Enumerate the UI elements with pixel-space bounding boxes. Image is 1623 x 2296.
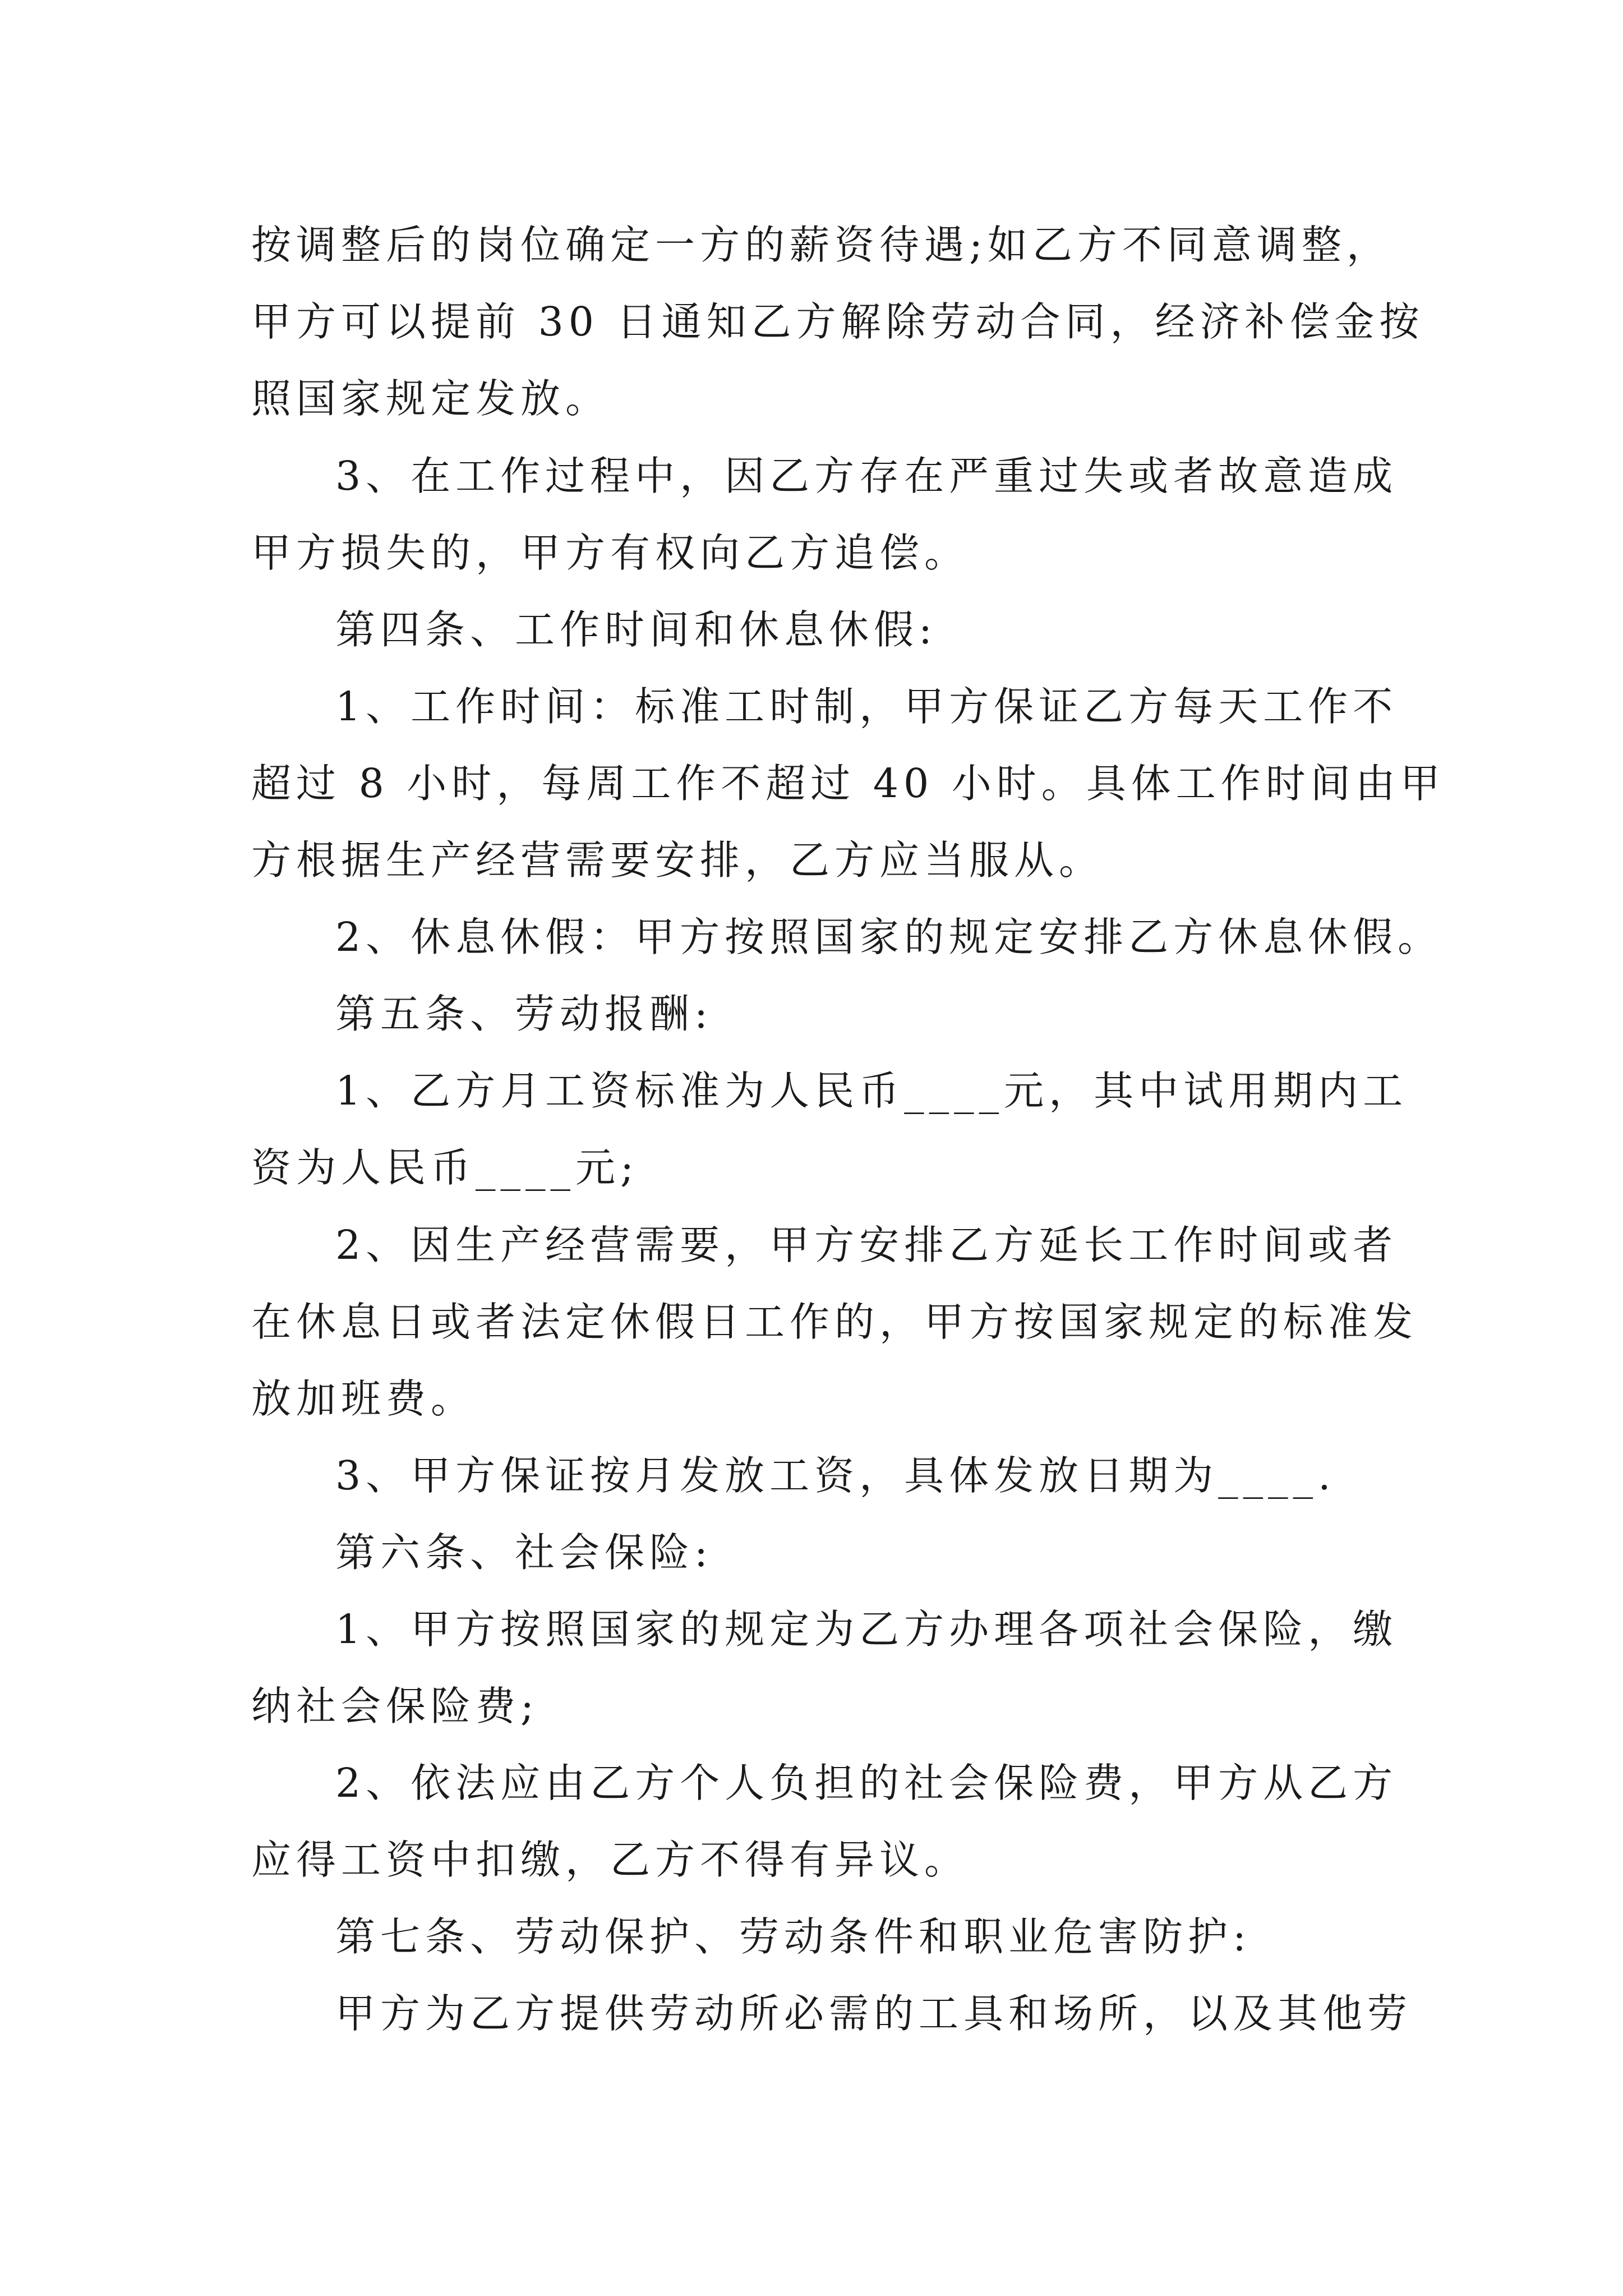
text-line: 在休息日或者法定休假日工作的，甲方按国家规定的标准发 xyxy=(251,1299,1418,1345)
text-line: 甲方为乙方提供劳动所必需的工具和场所，以及其他劳 xyxy=(335,1990,1413,2037)
text-line: 应得工资中扣缴，乙方不得有异议。 xyxy=(251,1837,970,1883)
section-heading: 第五条、劳动报酬: xyxy=(335,991,713,1037)
text-line: 2、因生产经营需要，甲方安排乙方延长工作时间或者 xyxy=(335,1222,1398,1268)
text-line: 甲方损失的，甲方有权向乙方追偿。 xyxy=(251,530,970,576)
section-heading: 第七条、劳动保护、劳动条件和职业危害防护: xyxy=(335,1913,1251,1960)
text-line: 3、甲方保证按月发放工资，具体发放日期为____. xyxy=(335,1452,1336,1499)
text-line: 1、甲方按照国家的规定为乙方办理各项社会保险，缴 xyxy=(335,1606,1398,1653)
section-heading: 第四条、工作时间和休息休假: xyxy=(335,606,937,653)
text-line: 超过 8 小时，每周工作不超过 40 小时。具体工作时间由甲 xyxy=(251,760,1445,807)
section-heading: 第六条、社会保险: xyxy=(335,1529,713,1576)
text-line: 3、在工作过程中，因乙方存在严重过失或者故意造成 xyxy=(335,453,1398,499)
text-line: 1、乙方月工资标准为人民币____元，其中试用期内工 xyxy=(335,1068,1408,1114)
text-line: 2、依法应由乙方个人负担的社会保险费，甲方从乙方 xyxy=(335,1760,1398,1806)
text-line: 按调整后的岗位确定一方的薪资待遇;如乙方不同意调整， xyxy=(251,222,1391,268)
text-line: 资为人民币____元; xyxy=(251,1144,639,1191)
text-line: 纳社会保险费; xyxy=(251,1683,539,1729)
text-line: 照国家规定发放。 xyxy=(251,375,611,422)
text-line: 方根据生产经营需要安排，乙方应当服从。 xyxy=(251,837,1104,884)
text-line: 放加班费。 xyxy=(251,1375,476,1422)
text-line: 2、休息休假：甲方按照国家的规定安排乙方休息休假。 xyxy=(335,914,1443,960)
text-line: 甲方可以提前 30 日通知乙方解除劳动合同，经济补偿金按 xyxy=(251,298,1424,345)
text-line: 1、工作时间：标准工时制，甲方保证乙方每天工作不 xyxy=(335,683,1398,730)
